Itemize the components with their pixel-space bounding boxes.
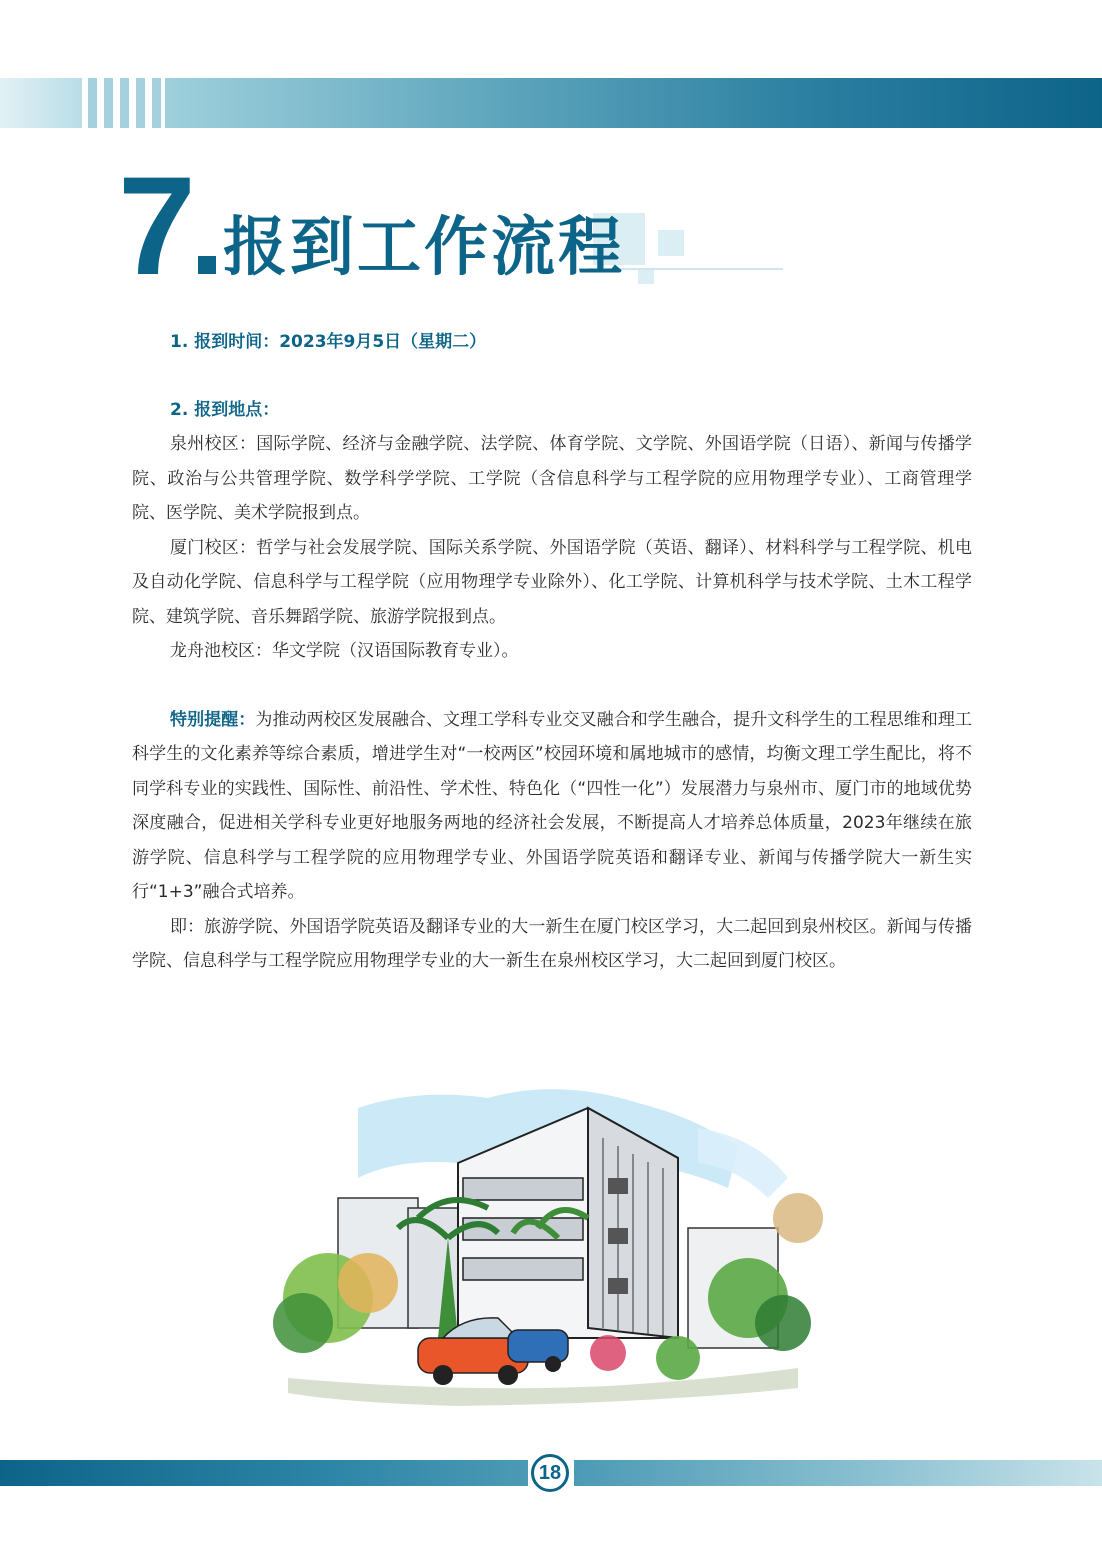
header-band-stripe (104, 78, 113, 128)
footer-band (0, 1460, 1102, 1490)
header-band-stripe (136, 78, 145, 128)
title-dot (198, 256, 216, 274)
main-content (132, 325, 972, 979)
reminder-detail-paragraph: 即：旅游学院、外国语学院英语及翻译专业的大一新生在厦门校区学习，大二起回到泉州校区。新闻与传播学院、信息科学与工程学院应用物理学专业的大一新生在泉州校区学习，大二起回到厦门校区。 (132, 916, 972, 971)
special-reminder-paragraph (132, 703, 972, 910)
header-band-fade (0, 78, 82, 128)
footer-band-right (574, 1460, 1102, 1486)
longzhouchi-campus-paragraph: 龙舟池校区：华文学院（汉语国际教育专业）。 (170, 641, 519, 661)
page-number: 18 (531, 1454, 569, 1492)
special-reminder-label: 特别提醒： (170, 709, 256, 730)
campus-building-illustration (258, 1068, 828, 1408)
title-text: 报到工作流程 (223, 211, 625, 285)
quanzhou-campus-paragraph: 泉州校区：国际学院、经济与金融学院、法学院、体育学院、文学院、外国语学院（日语）、新闻与传播学院、政治与公共管理学院、数学科学学院、工学院（含信息科学与工程学院的应用物理学专业）、工商管理学院、医学院、美术学院报到点。 (132, 434, 972, 523)
xiamen-campus-paragraph: 厦门校区：哲学与社会发展学院、国际关系学院、外国语学院（英语、翻译）、材料科学与工程学院、机电及自动化学院、信息科学与工程学院（应用物理学专业除外）、化工学院、计算机科学与技术学院、土木工程学院、建筑学院、音乐舞蹈学院、旅游学院报到点。 (132, 537, 972, 627)
title-deco-square (658, 230, 684, 256)
page-title (118, 147, 818, 304)
section-number: 7 (118, 147, 196, 304)
title-deco-square (638, 268, 654, 284)
report-location-heading: 2. 报到地点： (170, 400, 280, 420)
header-band-stripe (120, 78, 129, 128)
report-time-heading: 1. 报到时间：2023年9月5日（星期二） (170, 332, 487, 352)
header-band-stripe (88, 78, 97, 128)
footer-band-left (0, 1460, 528, 1486)
header-band (0, 78, 1102, 128)
special-reminder-text: 为推动两校区发展融合、文理工学科专业交叉融合和学生融合，提升文科学生的工程思维和理工科学生的文化素养等综合素质，增进学生对“一校两区”校园环境和属地城市的感情，均衡文理工学生配比，将不同学科专业的实践性、国际性、前沿性、学术性、特色化（“四性一化”）发展潜力与泉州市、厦门市的地域优势深度融合，促进相关学科专业更好地服务两地的经济社会发展，不断提高人才培养总体质量，2023年继续在旅游学院、信息科学与工程学院的应用物理学专业、外国语学院英语和翻译专业、新闻与传播学院大一新生实行“1+3”融合式培养。 (132, 709, 973, 902)
header-band-gradient (165, 78, 1102, 128)
header-band-stripe (152, 78, 161, 128)
